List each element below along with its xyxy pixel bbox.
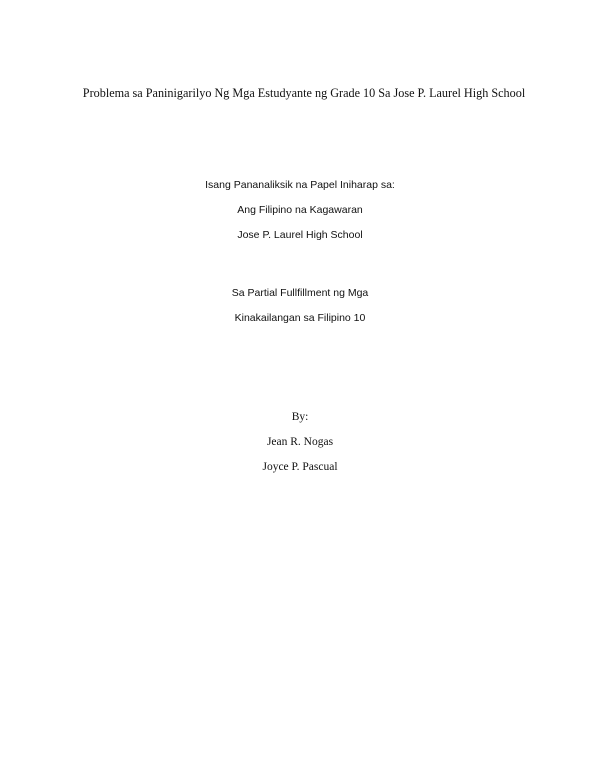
author-name: Joyce P. Pascual — [262, 461, 338, 473]
document-title: Problema sa Paninigarilyo Ng Mga Estudyante ng Grade 10 Sa Jose P. Laurel High School — [82, 86, 526, 100]
submission-line-1: Isang Pananaliksik na Papel Iniharap sa: — [205, 179, 395, 191]
fulfillment-line-2: Kinakailangan sa Filipino 10 — [234, 312, 366, 324]
byline-label: By: — [291, 411, 309, 423]
fulfillment-line-1: Sa Partial Fullfillment ng Mga — [231, 287, 369, 299]
submission-line-2: Ang Filipino na Kagawaran — [237, 204, 363, 216]
author-name: Jean R. Nogas — [266, 436, 334, 448]
submission-line-3: Jose P. Laurel High School — [237, 229, 363, 241]
